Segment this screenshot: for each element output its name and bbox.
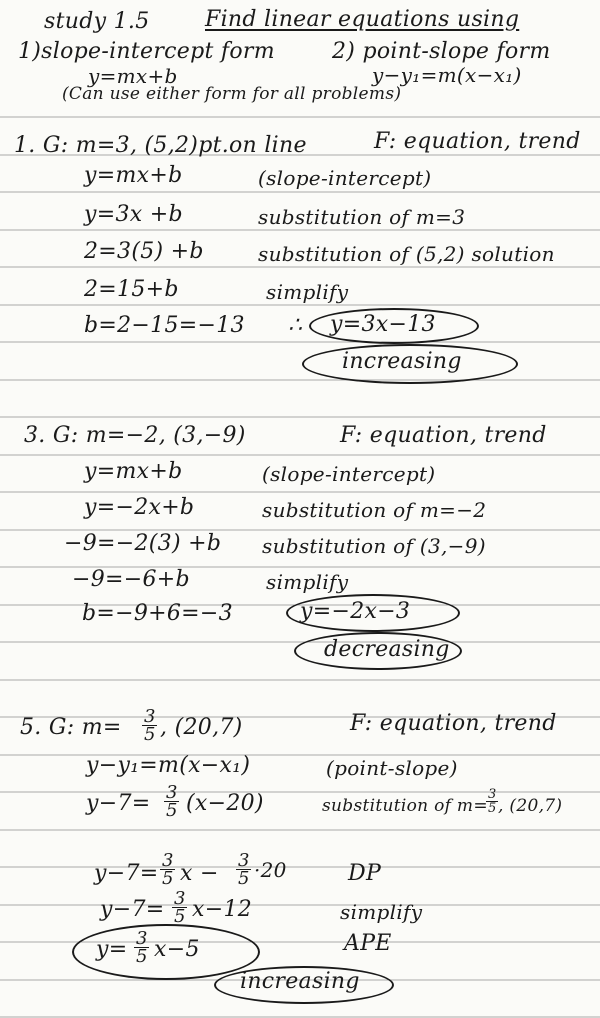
- p3-step1-reason: (slope-intercept): [262, 462, 436, 486]
- p1-step3-eq: 2=3(5) +b: [84, 239, 204, 264]
- p5-given-point: , (20,7): [160, 715, 243, 740]
- p5-slope-den: 5: [144, 724, 156, 745]
- p1-step2-reason: substitution of m=3: [258, 205, 466, 229]
- p5-step3-reason: DP: [348, 861, 382, 886]
- p3-trend: decreasing: [324, 637, 450, 662]
- p5-step3-eq-left: y−7=: [94, 861, 159, 886]
- p5-step2-num: 3: [166, 782, 178, 803]
- p5-step2-eq-right: (x−20): [186, 791, 264, 816]
- p5-answer-right: x−5: [154, 937, 200, 962]
- p5-given-prefix: 5. G: m=: [20, 715, 122, 740]
- p1-step4-eq: 2=15+b: [84, 277, 179, 302]
- p5-slope-fraction: [142, 708, 157, 743]
- p5-step2-reason-den: 5: [488, 801, 497, 816]
- form2-label: 2) point-slope form: [332, 39, 551, 64]
- p5-step3-num-b: 3: [238, 850, 250, 871]
- p5-step2-den: 5: [166, 800, 178, 821]
- p5-step4-num: 3: [174, 888, 186, 909]
- p5-step2-reason-num: 3: [488, 787, 497, 802]
- p5-step3-num-a: 3: [162, 850, 174, 871]
- p5-step3-den-b: 5: [238, 868, 250, 889]
- p5-step2-reason-suffix: , (20,7): [498, 796, 563, 816]
- p1-answer: y=3x−13: [330, 312, 436, 337]
- p1-given: 1. G: m=3, (5,2)pt.on line: [14, 133, 307, 158]
- p5-step2-reason-fraction: [486, 788, 498, 815]
- p5-find: F: equation, trend: [350, 711, 557, 736]
- p1-therefore: ∴: [288, 313, 303, 338]
- p5-answer-den: 5: [136, 946, 148, 967]
- p5-step1-reason: (point-slope): [326, 756, 458, 780]
- form2-equation: y−y₁=m(x−x₁): [372, 63, 522, 87]
- p5-answer-num: 3: [136, 928, 148, 949]
- p5-step3-eq-mid: x −: [180, 861, 219, 886]
- p1-step2-eq: y=3x +b: [84, 202, 183, 227]
- p5-step1-eq: y−y₁=m(x−x₁): [86, 753, 251, 778]
- p5-step4-den: 5: [174, 906, 186, 927]
- p5-step3-fraction-a: [160, 852, 175, 887]
- p5-step4-eq-right: x−12: [192, 897, 253, 922]
- p1-step4-reason: simplify: [266, 280, 349, 304]
- p5-step3-fraction-b: [236, 852, 251, 887]
- p3-step1-eq: y=mx+b: [84, 459, 183, 484]
- p3-step4-reason: simplify: [266, 570, 349, 594]
- form1-label: 1)slope-intercept form: [18, 39, 275, 64]
- p5-step4-eq-left: y−7=: [100, 897, 165, 922]
- p5-step2-fraction: [164, 784, 179, 819]
- p1-find: F: equation, trend: [374, 129, 581, 154]
- p5-step3-eq-right: ·20: [254, 858, 287, 882]
- p3-find: F: equation, trend: [340, 423, 547, 448]
- p5-trend: increasing: [240, 969, 360, 994]
- p5-answer-left: y=: [96, 937, 128, 962]
- p3-answer: y=−2x−3: [300, 599, 411, 624]
- p3-given: 3. G: m=−2, (3,−9): [24, 423, 246, 448]
- p5-slope-num: 3: [144, 706, 156, 727]
- p3-step3-eq: −9=−2(3) +b: [64, 531, 222, 556]
- p3-step4-eq: −9=−6+b: [72, 567, 190, 592]
- header-note: (Can use either form for all problems): [62, 84, 402, 104]
- p1-trend: increasing: [342, 349, 462, 374]
- p3-step5-eq: b=−9+6=−3: [82, 601, 233, 626]
- form1-equation: y=mx+b: [88, 64, 178, 88]
- p1-step3-reason: substitution of (5,2) solution: [258, 242, 555, 266]
- header-subtitle: Find linear equations using: [205, 7, 520, 32]
- p1-step5-eq: b=2−15=−13: [84, 313, 245, 338]
- header-title: study 1.5: [44, 9, 150, 34]
- p3-step2-eq: y=−2x+b: [84, 495, 195, 520]
- p5-step4-reason: simplify: [340, 900, 423, 924]
- p1-step1-eq: y=mx+b: [84, 163, 183, 188]
- p5-answer-fraction: [134, 930, 149, 965]
- p5-step5-reason: APE: [344, 931, 392, 956]
- p1-step1-reason: (slope-intercept): [258, 166, 432, 190]
- p5-step2-reason-prefix: substitution of m=: [322, 796, 488, 816]
- p5-step4-fraction: [172, 890, 187, 925]
- p5-step3-den-a: 5: [162, 868, 174, 889]
- p3-step3-reason: substitution of (3,−9): [262, 534, 486, 558]
- p3-step2-reason: substitution of m=−2: [262, 498, 487, 522]
- p5-step2-eq-left: y−7=: [86, 791, 151, 816]
